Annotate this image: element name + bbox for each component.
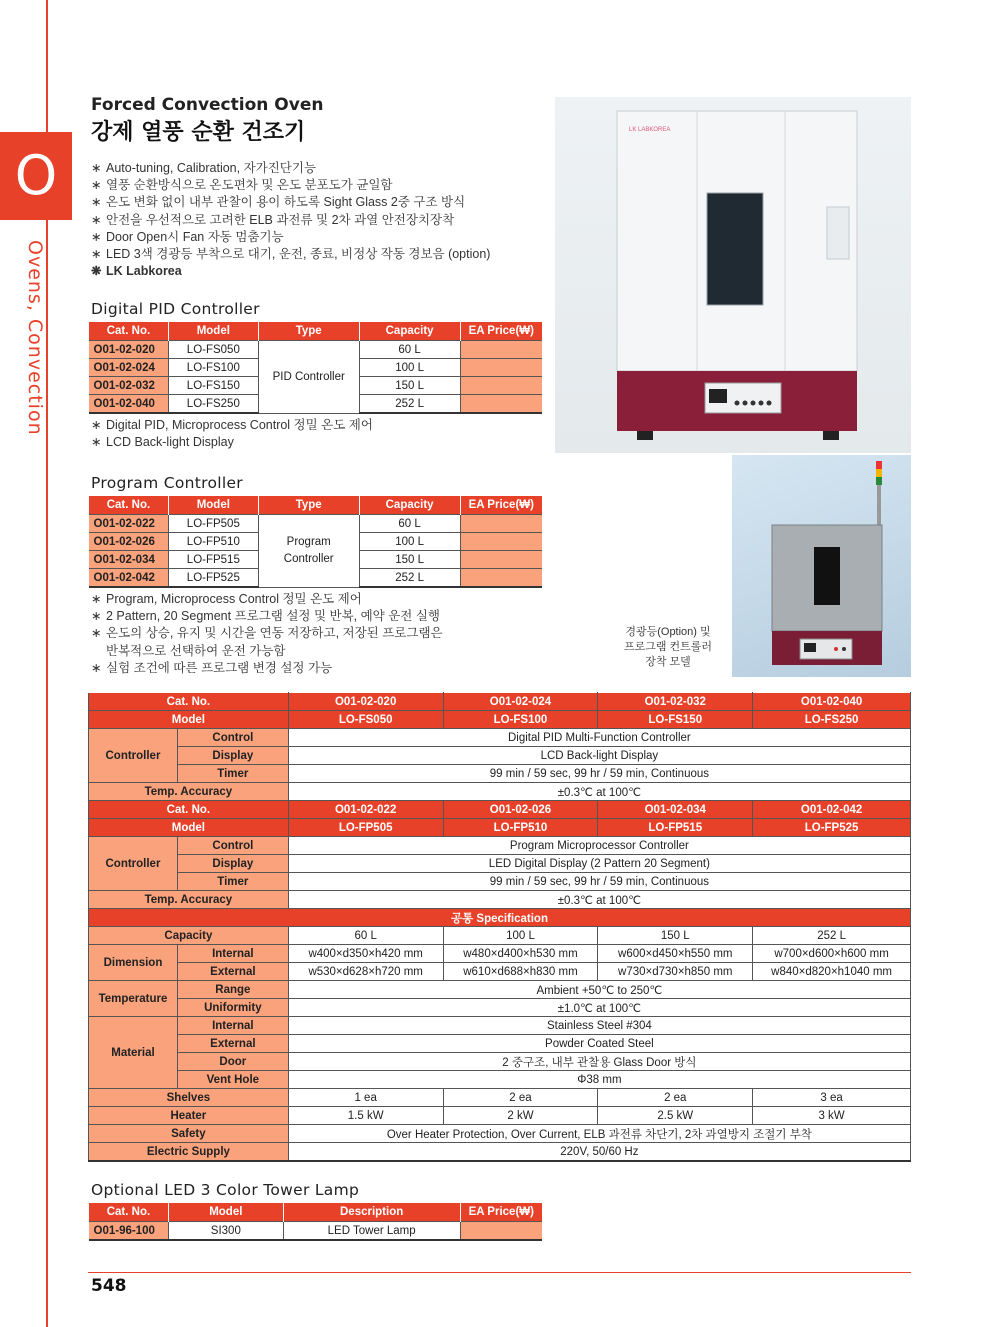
note-item: ∗ LCD Back-light Display <box>91 434 373 451</box>
cat-no: O01-96-100 <box>89 1222 169 1241</box>
title-korean: 강제 열풍 순환 건조기 <box>91 120 306 145</box>
feature-item: ∗ 안전을 우선적으로 고려한 ELB 과전류 및 2차 과열 안전장치장착 <box>91 212 490 229</box>
table-row <box>89 1222 543 1241</box>
spec-row <box>89 729 911 747</box>
spec-row-model <box>89 711 911 729</box>
program-notes <box>91 591 443 677</box>
oven-with-lamp-illustration <box>732 455 911 677</box>
dim-external: w730×d730×h850 mm <box>598 963 753 981</box>
capacity-value: 252 L <box>753 927 911 945</box>
spec-row <box>89 1071 911 1089</box>
pid-price-table <box>88 322 542 414</box>
col-header-model: Model <box>168 1203 283 1222</box>
model: LO-FP525 <box>168 569 258 588</box>
pid-section-title: Digital PID Controller <box>91 300 260 318</box>
electric-supply-value: 220V, 50/60 Hz <box>288 1143 910 1162</box>
spec-row <box>89 1143 911 1162</box>
spec-row-cat <box>89 801 911 819</box>
capacity-value: 60 L <box>288 927 443 945</box>
type: PID Controller <box>258 341 359 414</box>
caption-line: 프로그램 컨트롤러 <box>623 641 713 653</box>
dim-internal: w600×d450×h550 mm <box>598 945 753 963</box>
label-door: Door <box>177 1053 288 1071</box>
fs-display: LCD Back-light Display <box>288 747 910 765</box>
capacity: 252 L <box>359 569 460 588</box>
col-header-type: Type <box>258 322 359 341</box>
spec-row <box>89 963 911 981</box>
label-external: External <box>177 1035 288 1053</box>
label-material: Material <box>89 1017 178 1089</box>
heater-value: 2 kW <box>443 1107 598 1125</box>
feature-item: ∗ Auto-tuning, Calibration, 자가진단기능 <box>91 160 490 177</box>
capacity: 60 L <box>359 341 460 359</box>
model: LO-FP505 <box>168 515 258 533</box>
title-english: Forced Convection Oven <box>91 95 324 115</box>
label-internal: Internal <box>177 1017 288 1035</box>
description: LED Tower Lamp <box>283 1222 460 1241</box>
price-cell <box>460 551 542 569</box>
price-cell <box>460 515 542 533</box>
fs-model: LO-FS050 <box>288 711 443 729</box>
col-header-model: Model <box>168 496 258 515</box>
col-header-cat: Cat. No. <box>89 496 169 515</box>
oven-illustration <box>555 97 911 453</box>
capacity: 252 L <box>359 395 460 414</box>
spec-row <box>89 783 911 801</box>
material-door: 2 중구조, 내부 관찰용 Glass Door 방식 <box>288 1053 910 1071</box>
spec-row-cat <box>89 693 911 711</box>
fp-accuracy: ±0.3℃ at 100℃ <box>288 891 910 909</box>
note-item: ∗ 2 Pattern, 20 Segment 프로그램 설정 및 반복, 예약 운전 실행 <box>91 608 443 625</box>
section-category-label: Ovens, Convection <box>24 240 46 436</box>
program-price-table <box>88 496 542 588</box>
fs-accuracy: ±0.3℃ at 100℃ <box>288 783 910 801</box>
dim-internal: w700×d600×h600 mm <box>753 945 911 963</box>
capacity-value: 100 L <box>443 927 598 945</box>
capacity: 100 L <box>359 359 460 377</box>
fs-cat: O01-02-024 <box>443 693 598 711</box>
fp-timer: 99 min / 59 sec, 99 hr / 59 min, Continuous <box>288 873 910 891</box>
lamp-section-title: Optional LED 3 Color Tower Lamp <box>91 1181 360 1199</box>
label-model: Model <box>89 819 289 837</box>
label-timer: Timer <box>177 765 288 783</box>
cat-no: O01-02-034 <box>89 551 169 569</box>
label-timer: Timer <box>177 873 288 891</box>
col-header-cat: Cat. No. <box>89 1203 169 1222</box>
label-range: Range <box>177 981 288 999</box>
shelves-value: 3 ea <box>753 1089 911 1107</box>
label-dimension: Dimension <box>89 945 178 981</box>
spec-row <box>89 945 911 963</box>
col-header-capacity: Capacity <box>359 322 460 341</box>
model: LO-FP510 <box>168 533 258 551</box>
spec-row <box>89 1125 911 1143</box>
label-temperature: Temperature <box>89 981 178 1017</box>
fp-control: Program Microprocessor Controller <box>288 837 910 855</box>
feature-list <box>91 160 490 280</box>
table-row <box>89 515 543 533</box>
temp-range: Ambient +50℃ to 250℃ <box>288 981 910 999</box>
model: LO-FS050 <box>168 341 258 359</box>
fp-cat: O01-02-026 <box>443 801 598 819</box>
spec-row <box>89 837 911 855</box>
table-row <box>89 341 543 359</box>
page-number: 548 <box>91 1276 127 1296</box>
heater-value: 1.5 kW <box>288 1107 443 1125</box>
spec-row <box>89 855 911 873</box>
price-cell <box>460 569 542 588</box>
photo-brand-label: LK LABKOREA <box>629 127 671 133</box>
oven-photo-main <box>555 97 911 453</box>
col-header-price: EA Price(₩) <box>460 322 542 341</box>
label-temp-accuracy: Temp. Accuracy <box>89 891 289 909</box>
label-temp-accuracy: Temp. Accuracy <box>89 783 289 801</box>
label-control: Control <box>177 837 288 855</box>
label-uniformity: Uniformity <box>177 999 288 1017</box>
cat-no: O01-02-026 <box>89 533 169 551</box>
model: LO-FS150 <box>168 377 258 395</box>
model: LO-FP515 <box>168 551 258 569</box>
footer-rule <box>88 1272 911 1273</box>
oven-photo-tower-lamp <box>732 455 911 677</box>
spec-row <box>89 1107 911 1125</box>
cat-no: O01-02-024 <box>89 359 169 377</box>
dim-internal: w480×d400×h530 mm <box>443 945 598 963</box>
note-item: ∗ Program, Microprocess Control 정밀 온도 제어 <box>91 591 443 608</box>
spec-row <box>89 981 911 999</box>
spec-row-common-header <box>89 909 911 927</box>
fp-model: LO-FP505 <box>288 819 443 837</box>
col-header-price: EA Price(₩) <box>460 496 542 515</box>
type-line: Program <box>286 535 331 548</box>
label-cat-no: Cat. No. <box>89 801 289 819</box>
col-header-type: Type <box>258 496 359 515</box>
safety-value: Over Heater Protection, Over Current, ELB 과전류 차단기, 2차 과열방지 조절기 부착 <box>288 1125 910 1143</box>
spec-row <box>89 927 911 945</box>
label-control: Control <box>177 729 288 747</box>
label-controller: Controller <box>89 837 178 891</box>
col-header-description: Description <box>283 1203 460 1222</box>
label-specification: 공통 Specification <box>89 909 911 927</box>
program-section-title: Program Controller <box>91 474 243 492</box>
temp-uniformity: ±1.0℃ at 100℃ <box>288 999 910 1017</box>
cat-no: O01-02-022 <box>89 515 169 533</box>
capacity: 60 L <box>359 515 460 533</box>
spec-row <box>89 765 911 783</box>
brand-item: ❋ LK Labkorea <box>91 263 490 280</box>
spec-row <box>89 891 911 909</box>
col-header-model: Model <box>168 322 258 341</box>
label-display: Display <box>177 747 288 765</box>
section-letter-tab: O <box>0 132 72 220</box>
model: LO-FS100 <box>168 359 258 377</box>
fp-model: LO-FP510 <box>443 819 598 837</box>
feature-item: ∗ LED 3색 경광등 부착으로 대기, 운전, 종료, 비정상 작동 경보음 (option) <box>91 246 490 263</box>
label-heater: Heater <box>89 1107 289 1125</box>
fs-model: LO-FS250 <box>753 711 911 729</box>
capacity: 150 L <box>359 551 460 569</box>
fs-control: Digital PID Multi-Function Controller <box>288 729 910 747</box>
shelves-value: 1 ea <box>288 1089 443 1107</box>
capacity-value: 150 L <box>598 927 753 945</box>
dim-external: w840×d820×h1040 mm <box>753 963 911 981</box>
fs-cat: O01-02-020 <box>288 693 443 711</box>
lamp-price-table <box>88 1203 542 1241</box>
fp-model: LO-FP525 <box>753 819 911 837</box>
spec-row <box>89 999 911 1017</box>
caption-line: 경광등(Option) 및 <box>625 626 711 638</box>
price-cell <box>460 359 542 377</box>
feature-item: ∗ Door Open시 Fan 자동 멈춤기능 <box>91 229 490 246</box>
spec-row-model <box>89 819 911 837</box>
dim-external: w530×d628×h720 mm <box>288 963 443 981</box>
fs-timer: 99 min / 59 sec, 99 hr / 59 min, Continuous <box>288 765 910 783</box>
material-internal: Stainless Steel #304 <box>288 1017 910 1035</box>
label-controller: Controller <box>89 729 178 783</box>
fp-display: LED Digital Display (2 Pattern 20 Segment) <box>288 855 910 873</box>
col-header-cat: Cat. No. <box>89 322 169 341</box>
cat-no: O01-02-032 <box>89 377 169 395</box>
pid-notes <box>91 417 373 451</box>
fs-model: LO-FS150 <box>598 711 753 729</box>
spec-row <box>89 1017 911 1035</box>
caption-line: 장착 모델 <box>645 656 691 668</box>
fp-model: LO-FP515 <box>598 819 753 837</box>
cat-no: O01-02-042 <box>89 569 169 588</box>
fp-cat: O01-02-022 <box>288 801 443 819</box>
shelves-value: 2 ea <box>598 1089 753 1107</box>
price-cell <box>460 1222 542 1241</box>
label-internal: Internal <box>177 945 288 963</box>
dim-internal: w400×d350×h420 mm <box>288 945 443 963</box>
cat-no: O01-02-020 <box>89 341 169 359</box>
label-capacity: Capacity <box>89 927 289 945</box>
model: SI300 <box>168 1222 283 1241</box>
type <box>258 515 359 588</box>
spec-row <box>89 747 911 765</box>
capacity: 100 L <box>359 533 460 551</box>
spec-table <box>88 692 911 1162</box>
material-external: Powder Coated Steel <box>288 1035 910 1053</box>
note-item: ∗ 온도의 상승, 유지 및 시간을 연동 저장하고, 저장된 프로그램은 <box>91 625 443 642</box>
note-item: ∗ Digital PID, Microprocess Control 정밀 온도 제어 <box>91 417 373 434</box>
label-shelves: Shelves <box>89 1089 289 1107</box>
photo-caption <box>608 625 728 670</box>
spec-row <box>89 873 911 891</box>
label-vent-hole: Vent Hole <box>177 1071 288 1089</box>
type-line: Controller <box>283 552 334 565</box>
shelves-value: 2 ea <box>443 1089 598 1107</box>
label-model: Model <box>89 711 289 729</box>
fp-cat: O01-02-034 <box>598 801 753 819</box>
col-header-price: EA Price(₩) <box>460 1203 542 1222</box>
spec-row <box>89 1035 911 1053</box>
spec-row <box>89 1089 911 1107</box>
label-safety: Safety <box>89 1125 289 1143</box>
cat-no: O01-02-040 <box>89 395 169 414</box>
price-cell <box>460 395 542 414</box>
label-external: External <box>177 963 288 981</box>
fp-cat: O01-02-042 <box>753 801 911 819</box>
fs-cat: O01-02-032 <box>598 693 753 711</box>
price-cell <box>460 377 542 395</box>
feature-item: ∗ 온도 변화 없이 내부 관찰이 용이 하도록 Sight Glass 2중 구조 방식 <box>91 194 490 211</box>
feature-item: ∗ 열풍 순환방식으로 온도편차 및 온도 분포도가 균일함 <box>91 177 490 194</box>
label-electric-supply: Electric Supply <box>89 1143 289 1162</box>
fs-cat: O01-02-040 <box>753 693 911 711</box>
capacity: 150 L <box>359 377 460 395</box>
fs-model: LO-FS100 <box>443 711 598 729</box>
note-item-continued: 반복적으로 선택하여 운전 가능함 <box>106 643 286 658</box>
col-header-capacity: Capacity <box>359 496 460 515</box>
price-cell <box>460 533 542 551</box>
heater-value: 2.5 kW <box>598 1107 753 1125</box>
vent-hole-value: Φ38 mm <box>288 1071 910 1089</box>
model: LO-FS250 <box>168 395 258 414</box>
label-cat-no: Cat. No. <box>89 693 289 711</box>
dim-external: w610×d688×h830 mm <box>443 963 598 981</box>
price-cell <box>460 341 542 359</box>
heater-value: 3 kW <box>753 1107 911 1125</box>
note-item: ∗ 실험 조건에 따른 프로그램 변경 설정 가능 <box>91 660 443 677</box>
label-display: Display <box>177 855 288 873</box>
spec-row <box>89 1053 911 1071</box>
